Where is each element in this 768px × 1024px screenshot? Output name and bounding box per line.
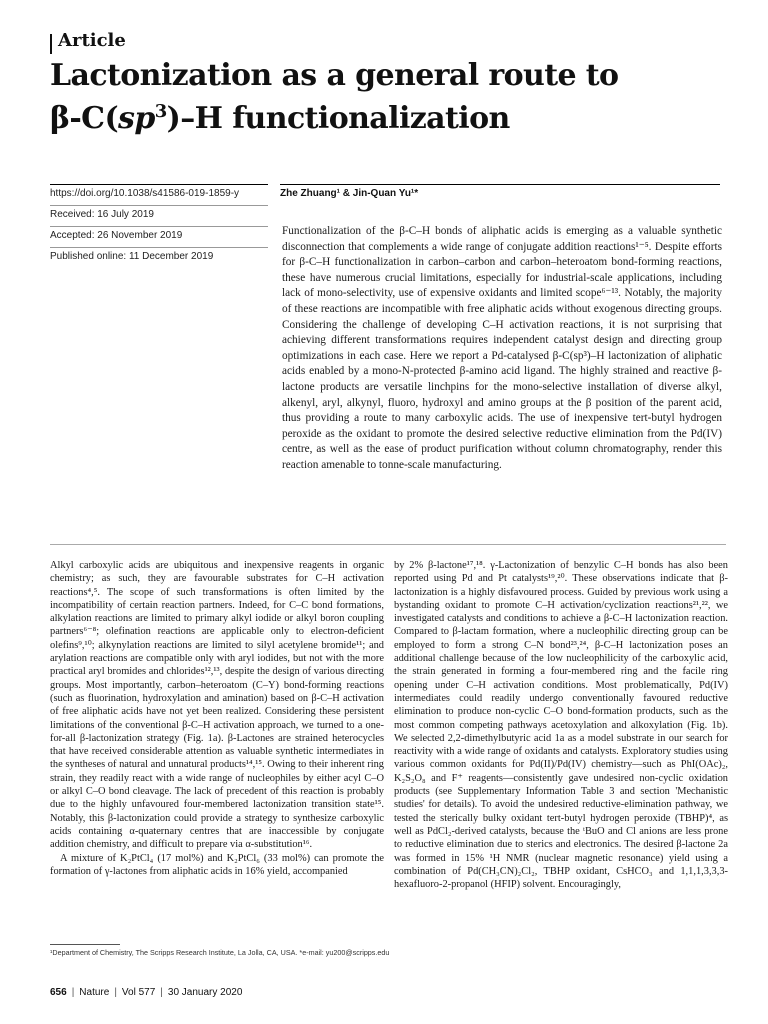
body-paragraph: A mixture of K₂PtCl₄ (17 mol%) and K₂PtCl₆ (33 mol%) can promote the formation of γ-lactones from aliphatic acids in 16% yield, accompanied xyxy=(50,852,384,877)
footnote-rule xyxy=(50,944,120,945)
article-metadata xyxy=(50,184,268,268)
journal-name: Nature xyxy=(79,987,110,998)
abstract: Functionalization of the β-C–H bonds of aliphatic acids is emerging as a valuable synthetic disconnection that complements a wide range of conjugate addition reactions¹⁻⁵. Despite efforts for β-C–H functionalization in carbon–carbon and carbon–heteroatom bond-forming reactions, these have numerous crucial limitations, especially for industrial-scale applications, including lack of mono-selectivity, use of expensive oxidants and limited scope⁶⁻¹³. Notably, the majority of these reactions are incompatible with free aliphatic acids without exogenous directing groups. Considering the challenge of developing C–H activation reactions, it is not surprising that achieving different transformations requires independent catalyst design and directing group optimizations in each case. Here we report a Pd-catalysed β-C(sp³)–H lactonization of aliphatic acids enabled by a mono-N-protected β-amino acid ligand. The highly strained and reactive β-lactone products are versatile linchpins for the mono-selective installation of diverse alkyl, alkenyl, aryl, alkynyl, fluoro, hydroxyl and amino groups at the β position of the parent acid, thus providing a route to many carboxylic acids. The use of inexpensive tert-butyl hydrogen peroxide as the oxidant to promote the desired selective reductive elimination from the Pd(IV) centre, as well as the ease of product purification without column chromatography, render this reaction amenable to tonne-scale manufacturing. xyxy=(282,225,722,471)
body-paragraph: Alkyl carboxylic acids are ubiquitous and inexpensive reagents in organic chemistry; as such, they are favourable substrates for C–H activation reactions⁴,⁵. The scope of such transformations is often limited by the incompatibility of certain reaction partners. Indeed, for C–C bond formations, alkylation reactions are limited to primary alkyl iodide or alkyl boron coupling partners⁶⁻⁸; olefination reactions are applicable only to electron-deficient olefins⁹,¹⁰; alkynylation reactions are limited to silyl acetylene bromide¹¹; and arylation reactions are compatible only with aryl iodides, but not with the more practical aryl bromides and chlorides¹²,¹³, despite the design of various directing groups. Most importantly, carbon–heteroatom (C–Y) bond-forming reactions (such as fluorination, hydroxylation and amination) based on β-C–H activation of free aliphatic acids have not yet been realized. Considering these persistent limitations of the conventional β-C–H activation approach, we turned to a one-for-all β-lactonization strategy (Fig. 1a). β-Lactones are strained heterocycles that have received considerable attention as valuable synthetic intermediates in the syntheses of natural and unnatural products¹⁴,¹⁵. Owing to their inherent ring strain, they readily react with a wide range of nucleophiles by either acyl C–O or alkyl C–O bond cleavage. The lack of precedent of this reaction is probably due to the highly unfavoured four-membered lactonization transition state¹⁵. Notably, this β-lactonization could provide a strategy to synthesize carboxylic acids containing α-quaternary centres that are inaccessible by conjugate addition chemistry, and difficult to prepare via α-substitution¹⁶. xyxy=(50,560,384,851)
body-paragraph: by 2% β-lactone¹⁷,¹⁸. γ-Lactonization of benzylic C–H bonds has also been reported using Pd and Pt catalysts¹⁹,²⁰. These observations indicate that β-lactonization is a highly disfavoured process. Guided by previous work using a bystanding oxidant to promote C–H activation/cyclization reactions²¹,²², we investigated catalysts and conditions to achieve a β-C–H lactonization reaction. Compared to β-lactam formation, where a nucleophilic directing group can be employed to form a strong C–N bond²³,²⁴, β-C–H lactonization poses an additional challenge because of the low nucleophilicity of the carboxylic acid, the strain generated in forming a four-membered ring and the facile ring opening under C–H activation conditions. Most problematically, Pd(IV) intermediates could readily undergo conventionally favoured reductive elimination to produce non-cyclic C–O bond-formation products, such as the most common competing pathways acetoxylation and alkoxylation (Fig. 1b). We selected 2,2-dimethylbutyric acid 1a as a model substrate in our search for reactivity with a wide range of oxidants and catalysts. Exploratory studies using various common oxidants for Pd(II)/Pd(IV) chemistry—such as PhI(OAc)₂, K₂S₂O₈ and F⁺ reagents—consistently gave undesired non-cyclic oxidation products (see Supplementary Information Table 3 and section 'Mechanistic studies' for details). To avoid the undesired reductive-elimination pathway, we tested the sterically bulky oxidant tert-butyl hydrogen peroxide (TBHP)⁴, as well as PdCl₂-derived catalysts, because the ᵗBuO and Cl anions are less prone to reductive elimination due to sterics and electronics. The desired β-lactone 2a was formed in 15% ¹H NMR (nuclear magnetic resonance) yield using a combination of Pd(CH₃CN)₂Cl₂, TBHP oxidant, CsHCO₃ and 1,1,1,3,3,3-hexafluoro-2-propanol (HFIP) solvent. Encouragingly, xyxy=(394,560,728,891)
accepted-date: Accepted: 26 November 2019 xyxy=(50,226,268,247)
section-divider xyxy=(50,544,726,545)
body-column-right xyxy=(394,559,728,891)
article-title xyxy=(50,58,730,137)
doi-link[interactable]: https://doi.org/10.1038/s41586-019-1859-y xyxy=(50,184,268,205)
journal-volume: Vol 577 xyxy=(121,987,156,998)
published-date: Published online: 11 December 2019 xyxy=(50,247,268,268)
kicker-rule xyxy=(50,34,52,54)
body-column-left xyxy=(50,559,384,878)
title-line-1: Lactonization as a general route to xyxy=(50,58,619,93)
page-number: 656 xyxy=(50,987,67,998)
affiliation-footnote: ¹Department of Chemistry, The Scripps Research Institute, La Jolla, CA, USA. *e-mail: yu200@scripps.edu xyxy=(50,948,390,957)
title-line-2: $\beta-C(sp^3)-H$ functionalization xyxy=(50,101,510,136)
issue-date: 30 January 2020 xyxy=(167,987,243,998)
page-footer: 656 | Nature | Vol 577 | 30 January 2020 xyxy=(50,987,243,998)
received-date: Received: 16 July 2019 xyxy=(50,205,268,226)
article-type-label: Article xyxy=(58,30,126,51)
author-list: Zhe Zhuang¹ & Jin-Quan Yu¹* xyxy=(280,184,720,199)
